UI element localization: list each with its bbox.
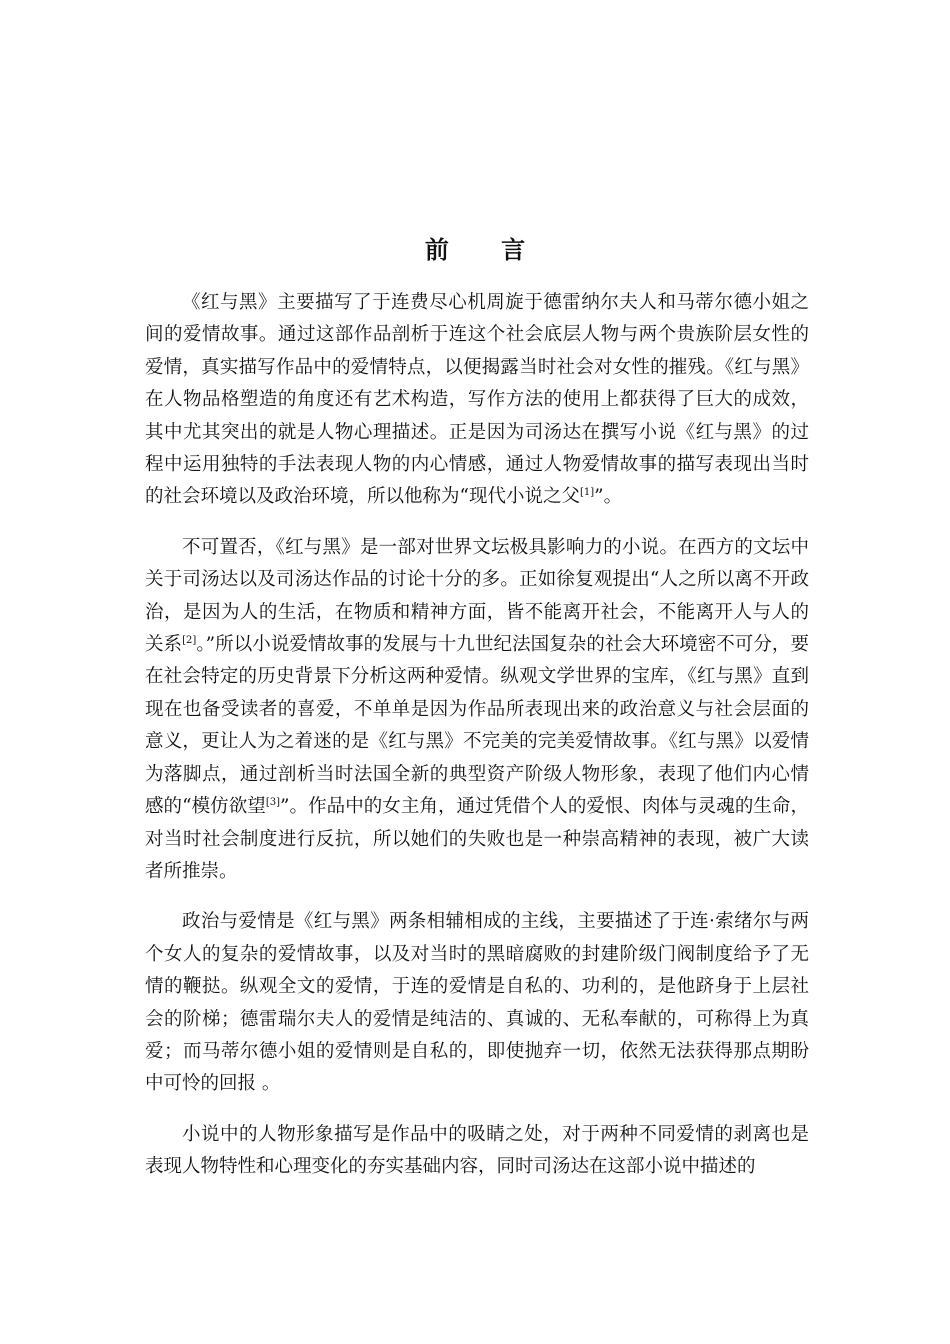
citation-marker: [2] xyxy=(182,635,197,647)
paragraph-4 xyxy=(145,1119,809,1184)
paragraph-1 xyxy=(145,287,809,514)
citation-marker: [3] xyxy=(265,797,281,809)
paragraph-text: 政治与爱情是《红与黑》两条相辅相成的主线，主要描述了于连·索绪尔与两个女人的复杂的爱情故事，以及对当时的黑暗腐败的封建阶级门阀制度给予了无情的鞭挞。纵观全文的爱情，于连的爱情是自私的、功利的，是他跻身于上层社会的阶梯；德雷瑞尔夫人的爱情是纯洁的、真诚的、无私奉献的，可称得上为真爱；而马蒂尔德小姐的爱情则是自私的，即使抛弃一切，依然无法获得那点期盼中可怜的回报 。 xyxy=(145,911,809,1095)
paragraph-text: 不可置否，《红与黑》是一部对世界文坛极具影响力的小说。在西方的文坛中关于司汤达以及司汤达作品的讨论十分的多。正如徐复观提出“人之所以离不开政治，是因为人的生活，在物质和精神方面，皆不能离开社会，不能离开人与人的关系 xyxy=(145,536,809,656)
paragraph-text: 小说中的人物形象描写是作品中的吸睛之处，对于两种不同爱情的剥离也是表现人物特性和心理变化的夯实基础内容，同时司汤达在这部小说中描述的 xyxy=(145,1123,809,1178)
paragraph-text: ”。 xyxy=(594,486,623,508)
paragraph-text: 。”所以小说爱情故事的发展与十九世纪法国复杂的社会大环境密不可分，要在社会特定的历史背景下分析这两种爱情。纵观文学世界的宝库，《红与黑》直到现在也备受读者的喜爱，不单单是因为作品所表现出来的政治意义与社会层面的意义，更让人为之着迷的是《红与黑》不完美的完美爱情故事。《红与黑》以爱情为落脚点，通过剖析当时法国全新的典型资产阶级人物形象，表现了他们内心情感的“模仿欲望 xyxy=(145,634,809,818)
citation-marker: [1] xyxy=(579,487,595,499)
paragraph-2 xyxy=(145,532,809,888)
page-title: 前 言 xyxy=(424,236,548,264)
document-body xyxy=(145,287,809,1202)
paragraph-text: 《红与黑》主要描写了于连费尽心机周旋于德雷纳尔夫人和马蒂尔德小姐之间的爱情故事。通过这部作品剖析于连这个社会底层人物与两个贵族阶层女性的爱情，真实描写作品中的爱情特点，以便揭露当时社会对女性的摧残。《红与黑》在人物品格塑造的角度还有艺术构造，写作方法的使用上都获得了巨大的成效，其中尤其突出的就是人物心理描述。正是因为司汤达在撰写小说《红与黑》的过程中运用独特的手法表现人物的内心情感，通过人物爱情故事的描写表现出当时的社会环境以及政治环境，所以他称为“现代小说之父 xyxy=(145,292,809,508)
paragraph-3 xyxy=(145,906,809,1100)
paragraph-text: ”。作品中的女主角，通过凭借个人的爱恨、肉体与灵魂的生命，对当时社会制度进行反抗，所以她们的失败也是一种崇高精神的表现，被广大读者所推崇。 xyxy=(145,796,809,882)
